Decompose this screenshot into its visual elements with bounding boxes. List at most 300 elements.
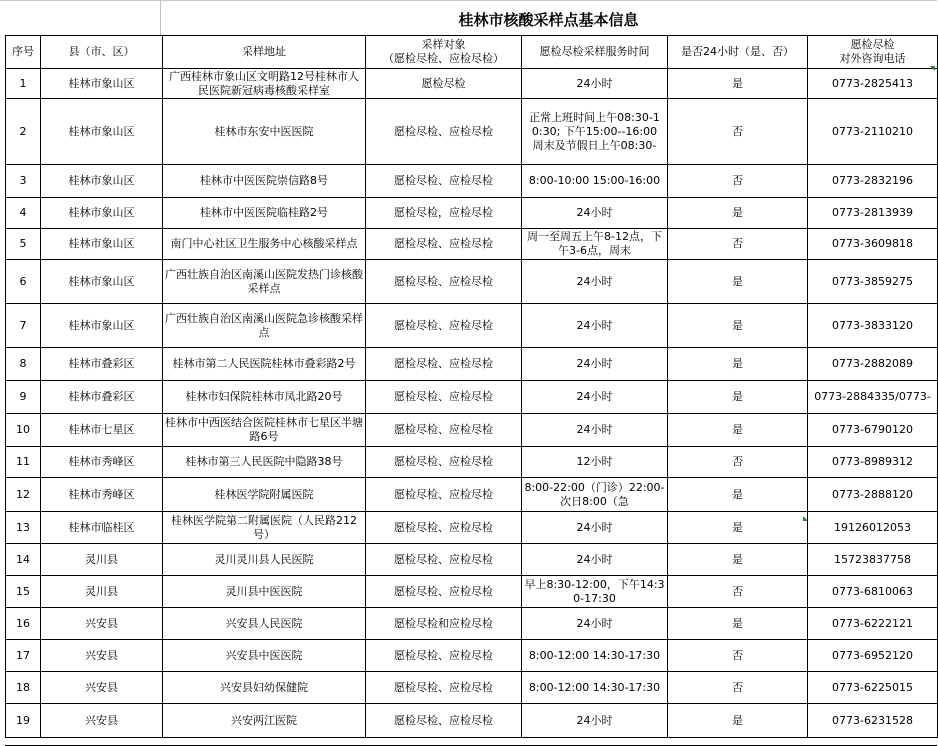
- cell-phone[interactable]: [808, 512, 938, 544]
- cell-no-text: 4: [19, 206, 27, 219]
- cell-no[interactable]: [6, 229, 41, 260]
- cell-hours-text: 24小时: [576, 390, 613, 403]
- cell-address-text: 桂林医学院附属医院: [214, 487, 314, 501]
- cell-phone-text: 0773-6222121: [832, 616, 913, 630]
- cell-phone[interactable]: [808, 69, 938, 99]
- header-24h[interactable]: 是否24小时（是、否）: [668, 36, 808, 69]
- table-row: [6, 414, 938, 447]
- table-row: [6, 576, 938, 608]
- sheet-title[interactable]: 桂林市核酸采样点基本信息: [458, 10, 639, 29]
- cell-no[interactable]: [6, 512, 41, 544]
- cell-24h[interactable]: [668, 99, 808, 165]
- cell-target[interactable]: [366, 544, 522, 576]
- cell-no[interactable]: [6, 544, 41, 576]
- cell-24h[interactable]: [668, 608, 808, 640]
- cell-hours-text: 24小时: [576, 713, 613, 727]
- cell-no[interactable]: [6, 608, 41, 640]
- cell-address[interactable]: [163, 672, 366, 704]
- cell-hours-text: 24小时: [576, 552, 613, 566]
- cell-24h[interactable]: [668, 414, 808, 447]
- cell-phone-text: 0773-6225015: [832, 680, 913, 694]
- cell-phone-text: 0773-2110210: [832, 124, 913, 138]
- cell-no-text: 13: [16, 520, 30, 534]
- cell-hours-text: 24小时: [576, 423, 613, 436]
- cell-address-text: 兴安两江医院: [231, 713, 297, 727]
- cell-target[interactable]: [366, 640, 522, 672]
- cell-address-text: 兴安县人民医院: [225, 616, 303, 630]
- table-row: [6, 304, 938, 348]
- cell-address[interactable]: [163, 260, 366, 304]
- cell-phone[interactable]: [808, 414, 938, 447]
- cell-24h[interactable]: [668, 478, 808, 512]
- cell-hours-text: 24小时: [576, 357, 613, 370]
- cell-hours[interactable]: [522, 69, 668, 99]
- cell-target[interactable]: [366, 576, 522, 608]
- table-row: [6, 229, 938, 260]
- cell-24h-text: 否: [732, 124, 743, 138]
- cell-phone-text: 0773-2884335/0773-: [814, 390, 931, 403]
- top-border: [0, 0, 937, 1]
- cell-target-text: 愿检尽检、应检尽检: [394, 520, 493, 534]
- cell-phone[interactable]: [808, 229, 938, 260]
- cell-phone-text: 0773-6231528: [832, 713, 913, 727]
- cell-24h-text: 是: [732, 487, 743, 501]
- cell-phone[interactable]: [808, 640, 938, 672]
- cell-county-text: 桂林市叠彩区: [68, 357, 135, 370]
- cell-target-text: 愿检尽检、应检尽检: [394, 455, 493, 468]
- cell-address-text: 灵川县中医医院: [225, 584, 303, 598]
- cell-no[interactable]: [6, 640, 41, 672]
- cell-address-text: 桂林医学院第二附属医院（人民路212号）: [171, 513, 357, 541]
- cell-county[interactable]: [41, 198, 163, 229]
- cell-no[interactable]: [6, 304, 41, 348]
- cell-24h-text: 是: [732, 318, 743, 332]
- cell-county[interactable]: [41, 414, 163, 447]
- cell-target-text: 愿检尽检、应检尽检: [394, 713, 493, 727]
- header-target-line1: 采样对象: [421, 38, 466, 51]
- sampling-sites-table: [5, 35, 938, 738]
- cell-24h[interactable]: [668, 672, 808, 704]
- cell-24h-text: 是: [732, 552, 743, 566]
- cell-phone-text: 0773-2813939: [832, 206, 913, 219]
- cell-phone[interactable]: [808, 198, 938, 229]
- cell-county[interactable]: [41, 672, 163, 704]
- cell-county[interactable]: [41, 576, 163, 608]
- cell-phone[interactable]: [808, 672, 938, 704]
- cell-phone[interactable]: [808, 544, 938, 576]
- table-row: [6, 704, 938, 738]
- cell-county-text: 兴安县: [85, 680, 118, 694]
- cell-address-text: 兴安县妇幼保健院: [220, 680, 308, 694]
- cell-hours-text: 24小时: [576, 318, 613, 332]
- cell-24h[interactable]: [668, 576, 808, 608]
- cell-target[interactable]: [366, 260, 522, 304]
- cell-no[interactable]: [6, 99, 41, 165]
- cell-phone-text: 0773-6790120: [832, 423, 913, 436]
- cell-phone-text: 0773-6952120: [832, 648, 913, 662]
- cell-target[interactable]: [366, 69, 522, 99]
- cell-no[interactable]: [6, 447, 41, 478]
- cell-target[interactable]: [366, 414, 522, 447]
- table-row: [6, 478, 938, 512]
- cell-no-text: 18: [16, 680, 30, 694]
- cell-target-text: 愿检尽检、应检尽检: [394, 584, 493, 598]
- cell-county-text: 桂林市象山区: [68, 274, 135, 288]
- header-phone-line2: 对外咨询电话: [839, 52, 906, 65]
- cell-address[interactable]: [163, 69, 366, 99]
- cell-target-text: 愿检尽检和应检尽检: [394, 616, 493, 630]
- table-row: [6, 608, 938, 640]
- cell-phone[interactable]: [808, 478, 938, 512]
- table-row: [6, 672, 938, 704]
- cell-address-text: 兴安县中医医院: [225, 648, 303, 662]
- cell-24h-text: 否: [732, 455, 743, 468]
- cell-target-text: 愿检尽检、应检尽检: [394, 318, 493, 332]
- cell-hours-text: 24小时: [576, 206, 613, 219]
- cell-phone[interactable]: [808, 260, 938, 304]
- table-row: [6, 348, 938, 381]
- cell-target[interactable]: [366, 704, 522, 738]
- cell-address[interactable]: [163, 229, 366, 260]
- cell-target-text: 愿检尽检、应检尽检: [394, 648, 493, 662]
- cell-no[interactable]: [6, 165, 41, 198]
- cell-24h[interactable]: [668, 165, 808, 198]
- cell-county[interactable]: [41, 640, 163, 672]
- cell-address[interactable]: [163, 447, 366, 478]
- cell-address-text: 桂林市中医医院临桂路2号: [200, 206, 328, 219]
- cell-no-text: 6: [19, 274, 27, 288]
- cell-no-text: 8: [19, 357, 27, 370]
- cell-hours-text: 24小时: [576, 274, 613, 288]
- cell-hours-text: 正常上班时间上午08:30-10:30; 下午15:00--16:00 周末及节假日上午08:30-: [529, 110, 680, 152]
- cell-address[interactable]: [163, 704, 366, 738]
- table-row: [6, 260, 938, 304]
- cell-target-text: 愿检尽检、应检尽检: [394, 552, 493, 566]
- cell-target-text: 愿检尽检、应检尽检: [394, 357, 493, 370]
- cell-no-text: 19: [16, 713, 30, 727]
- cell-target[interactable]: [366, 348, 522, 381]
- cell-target[interactable]: [366, 478, 522, 512]
- cell-address[interactable]: [163, 512, 366, 544]
- table-row: [6, 544, 938, 576]
- cell-phone-text: 0773-3609818: [832, 237, 913, 250]
- table-row: [6, 165, 938, 198]
- cell-county-text: 兴安县: [85, 616, 118, 630]
- cell-county[interactable]: [41, 512, 163, 544]
- cell-hours[interactable]: [522, 576, 668, 608]
- cell-24h-text: 是: [732, 357, 743, 370]
- cell-no[interactable]: [6, 704, 41, 738]
- cell-target-text: 愿检尽检、应检尽检: [394, 487, 493, 501]
- cell-address-text: 桂林市第二人民医院桂林市叠彩路2号: [172, 357, 356, 370]
- cell-no[interactable]: [6, 381, 41, 414]
- cell-hours[interactable]: [522, 229, 668, 260]
- cell-county-text: 桂林市象山区: [68, 76, 135, 90]
- cell-phone[interactable]: [808, 381, 938, 414]
- cell-target-text: 愿检尽检、应检尽检: [394, 174, 493, 187]
- cell-address[interactable]: [163, 414, 366, 447]
- cell-address[interactable]: [163, 576, 366, 608]
- cell-target-text: 愿检尽检，应检尽检: [394, 206, 493, 219]
- cell-24h-text: 是: [732, 206, 743, 219]
- cell-county-text: 桂林市象山区: [68, 174, 135, 187]
- cell-address-text: 广西桂林市象山区文明路12号桂林市人民医院新冠病毒核酸采样室: [169, 69, 359, 97]
- cell-county[interactable]: [41, 304, 163, 348]
- cell-24h[interactable]: [668, 348, 808, 381]
- cell-hours[interactable]: [522, 608, 668, 640]
- cell-county-text: 桂林市临桂区: [68, 520, 135, 534]
- cell-no-text: 15: [16, 584, 30, 598]
- cell-county-text: 桂林市秀峰区: [68, 455, 135, 468]
- cell-no-text: 2: [19, 124, 27, 138]
- cell-phone[interactable]: [808, 348, 938, 381]
- cell-hours[interactable]: [522, 165, 668, 198]
- cell-24h[interactable]: [668, 304, 808, 348]
- cell-hours[interactable]: [522, 640, 668, 672]
- table-body: [6, 69, 938, 738]
- header-hours[interactable]: 愿检尽检采样服务时间: [522, 36, 668, 69]
- cell-no-text: 17: [16, 648, 30, 662]
- cell-24h[interactable]: [668, 381, 808, 414]
- table-row: [6, 69, 938, 99]
- cell-address-text: 灵川灵川县人民医院: [214, 552, 314, 566]
- cell-24h[interactable]: [668, 260, 808, 304]
- cell-phone-text: 15723837758: [834, 552, 911, 566]
- cell-phone-text: 0773-6810063: [832, 584, 913, 598]
- cell-hours[interactable]: [522, 672, 668, 704]
- cell-24h-text: 否: [732, 237, 743, 250]
- cell-hours[interactable]: [522, 447, 668, 478]
- cell-no-text: 11: [16, 455, 30, 468]
- cell-no[interactable]: [6, 414, 41, 447]
- cell-24h-text: 否: [732, 680, 743, 694]
- cell-hours[interactable]: [522, 99, 680, 165]
- cell-county[interactable]: [41, 704, 163, 738]
- cell-address[interactable]: [163, 640, 366, 672]
- cell-24h-text: 是: [732, 616, 743, 630]
- cell-address-text: 广西壮族自治区南溪山医院发热门诊核酸采样点: [165, 267, 363, 295]
- cell-target-text: 愿检尽检、应检尽检: [394, 423, 493, 436]
- cell-hours-text: 8:00-12:00 14:30-17:30: [528, 648, 661, 662]
- cell-county-text: 灵川县: [85, 584, 118, 598]
- cell-hours-text: 周一至周五上午8-12点，下午3-6点，周末: [527, 230, 662, 257]
- cell-county-text: 桂林市象山区: [68, 206, 135, 219]
- cell-no-text: 16: [16, 616, 30, 630]
- cell-address[interactable]: [163, 478, 366, 512]
- header-target-line2: （愿检尽检、应检尽检）: [383, 52, 504, 65]
- cell-address[interactable]: [163, 99, 366, 165]
- cell-phone-text: 0773-2832196: [832, 174, 913, 187]
- cell-24h-text: 是: [732, 713, 743, 727]
- cell-no[interactable]: [6, 672, 41, 704]
- cell-phone-text: 0773-2888120: [832, 487, 913, 501]
- cell-target[interactable]: [366, 672, 522, 704]
- cell-address-text: 桂林市中医医院崇信路8号: [200, 174, 328, 187]
- cell-no[interactable]: [6, 348, 41, 381]
- cell-target[interactable]: [366, 198, 522, 229]
- cell-address[interactable]: [163, 544, 366, 576]
- cell-phone-text: 0773-8989312: [832, 455, 913, 468]
- cell-hours[interactable]: [522, 414, 668, 447]
- cell-hours-text: 24小时: [576, 616, 613, 630]
- cell-phone-text: 0773-3833120: [832, 318, 913, 332]
- cell-no-text: 1: [19, 76, 27, 90]
- cell-no-text: 5: [19, 237, 27, 250]
- header-target[interactable]: [366, 36, 522, 69]
- cell-target[interactable]: [366, 608, 522, 640]
- cell-24h[interactable]: [668, 69, 808, 99]
- header-no[interactable]: 序号: [6, 36, 41, 69]
- cell-phone-text: 19126012053: [834, 520, 911, 534]
- cell-hours[interactable]: [522, 381, 668, 414]
- cell-phone[interactable]: [808, 165, 938, 198]
- cell-24h[interactable]: [668, 512, 808, 544]
- cell-indicator: [803, 516, 808, 521]
- cell-county-text: 桂林市象山区: [68, 237, 135, 250]
- cell-phone[interactable]: [808, 576, 938, 608]
- cell-target-text: 愿检尽检、应检尽检: [394, 124, 493, 138]
- cell-county[interactable]: [41, 608, 163, 640]
- cell-county-text: 兴安县: [85, 648, 118, 662]
- cell-address-text: 南门中心社区卫生服务中心核酸采样点: [170, 237, 358, 250]
- table-row: [6, 99, 938, 165]
- cell-24h-text: 是: [732, 423, 743, 436]
- cell-no[interactable]: [6, 260, 41, 304]
- cell-county[interactable]: [41, 165, 163, 198]
- header-phone[interactable]: [808, 36, 938, 69]
- cell-address-text: 桂林市中西医结合医院桂林市七星区半塘路6号: [165, 416, 363, 443]
- cell-no[interactable]: [6, 69, 41, 99]
- cell-24h-text: 是: [732, 76, 743, 90]
- cell-address-text: 桂林市第三人民医院中隐路38号: [185, 455, 343, 468]
- cell-24h[interactable]: [668, 640, 808, 672]
- cell-target[interactable]: [366, 99, 522, 165]
- cell-address[interactable]: [163, 608, 366, 640]
- table-row: [6, 198, 938, 229]
- cell-county[interactable]: [41, 381, 163, 414]
- cell-24h-text: 否: [732, 584, 743, 598]
- cell-no-text: 3: [19, 174, 27, 187]
- cell-county[interactable]: [41, 544, 163, 576]
- cell-no-text: 14: [16, 552, 30, 566]
- cell-phone[interactable]: [808, 704, 938, 738]
- cell-hours-text: 早上8:30-12:00，下午14:30-17:30: [524, 577, 665, 605]
- cell-county[interactable]: [41, 229, 163, 260]
- cell-target[interactable]: [366, 165, 522, 198]
- cell-no-text: 12: [16, 487, 30, 501]
- header-address[interactable]: 采样地址: [163, 36, 366, 69]
- cell-county-text: 桂林市秀峰区: [68, 487, 135, 501]
- cell-hours[interactable]: [522, 512, 668, 544]
- cell-county[interactable]: [41, 260, 163, 304]
- cell-24h[interactable]: [668, 704, 808, 738]
- cell-address-text: 广西壮族自治区南溪山医院急诊核酸采样点: [165, 311, 363, 339]
- cell-24h-text: 是: [732, 390, 743, 403]
- cell-24h[interactable]: [668, 198, 808, 229]
- header-row: [6, 36, 938, 69]
- cell-no-text: 9: [19, 390, 27, 403]
- cell-address[interactable]: [163, 198, 366, 229]
- cell-24h[interactable]: [668, 447, 808, 478]
- cell-24h-text: 否: [732, 648, 743, 662]
- cell-phone-text: 0773-3859275: [832, 274, 913, 288]
- cell-address-text: 桂林市妇保院桂林市凤北路20号: [185, 390, 343, 403]
- cell-24h-text: 否: [732, 174, 743, 187]
- cell-24h-text: 是: [732, 274, 743, 288]
- cell-hours[interactable]: [522, 348, 668, 381]
- cell-county-text: 兴安县: [85, 713, 118, 727]
- cell-hours-text: 8:00-12:00 14:30-17:30: [528, 680, 661, 694]
- table-row: [6, 512, 938, 544]
- cell-county-text: 灵川县: [85, 552, 118, 566]
- cell-24h-text: 是: [732, 520, 743, 534]
- cell-phone[interactable]: [808, 447, 938, 478]
- cell-target[interactable]: [366, 229, 522, 260]
- cell-phone-text: 0773-2882089: [832, 357, 913, 370]
- cell-target-text: 愿检尽检: [421, 76, 466, 90]
- cell-target-text: 愿检尽检、应检尽检: [394, 680, 493, 694]
- cell-hours[interactable]: [522, 478, 668, 512]
- cell-target[interactable]: [366, 512, 522, 544]
- cell-phone-text: 0773-2825413: [832, 76, 913, 90]
- cell-target[interactable]: [366, 304, 522, 348]
- cell-no[interactable]: [6, 478, 41, 512]
- cell-phone[interactable]: [808, 608, 938, 640]
- table-row: [6, 640, 938, 672]
- cell-county-text: 桂林市叠彩区: [68, 390, 135, 403]
- cell-target-text: 愿检尽检、应检尽检: [394, 390, 493, 403]
- cell-no-text: 7: [19, 318, 27, 332]
- cell-hours-text: 12小时: [576, 455, 613, 468]
- cell-no[interactable]: [6, 576, 41, 608]
- cell-county-text: 桂林市七星区: [68, 423, 135, 436]
- table-row: [6, 447, 938, 478]
- cell-county[interactable]: [41, 348, 163, 381]
- cell-target-text: 愿检尽检、应检尽检: [394, 274, 493, 288]
- cell-hours[interactable]: [522, 704, 668, 738]
- cell-hours[interactable]: [522, 260, 668, 304]
- cell-hours-text: 8:00-10:00 15:00-16:00: [528, 174, 661, 187]
- cell-county[interactable]: [41, 99, 163, 165]
- cell-phone[interactable]: [808, 99, 938, 165]
- header-county[interactable]: 县（市、区）: [41, 36, 163, 69]
- cell-address[interactable]: [163, 381, 366, 414]
- cell-county[interactable]: [41, 478, 163, 512]
- cell-no[interactable]: [6, 198, 41, 229]
- cell-indicator: [930, 66, 935, 71]
- cell-address[interactable]: [163, 304, 366, 348]
- cell-phone[interactable]: [808, 304, 938, 348]
- table-row: [6, 381, 938, 414]
- cell-hours-text: 8:00-22:00（门诊）22:00-次日8:00（急: [524, 480, 665, 508]
- cell-county-text: 桂林市象山区: [68, 124, 135, 138]
- cell-hours[interactable]: [522, 304, 668, 348]
- cell-hours[interactable]: [522, 198, 668, 229]
- cell-target[interactable]: [366, 381, 522, 414]
- cell-target[interactable]: [366, 447, 522, 478]
- cell-hours-text: 24小时: [576, 76, 613, 90]
- cell-24h[interactable]: [668, 544, 808, 576]
- cell-hours-text: 24小时: [576, 520, 613, 534]
- cell-county[interactable]: [41, 69, 163, 99]
- cell-county[interactable]: [41, 447, 163, 478]
- cell-address[interactable]: [163, 348, 366, 381]
- cell-24h[interactable]: [668, 229, 808, 260]
- cell-address[interactable]: [163, 165, 366, 198]
- cell-county-text: 桂林市象山区: [68, 318, 135, 332]
- cell-no-text: 10: [16, 423, 30, 436]
- cell-hours[interactable]: [522, 544, 668, 576]
